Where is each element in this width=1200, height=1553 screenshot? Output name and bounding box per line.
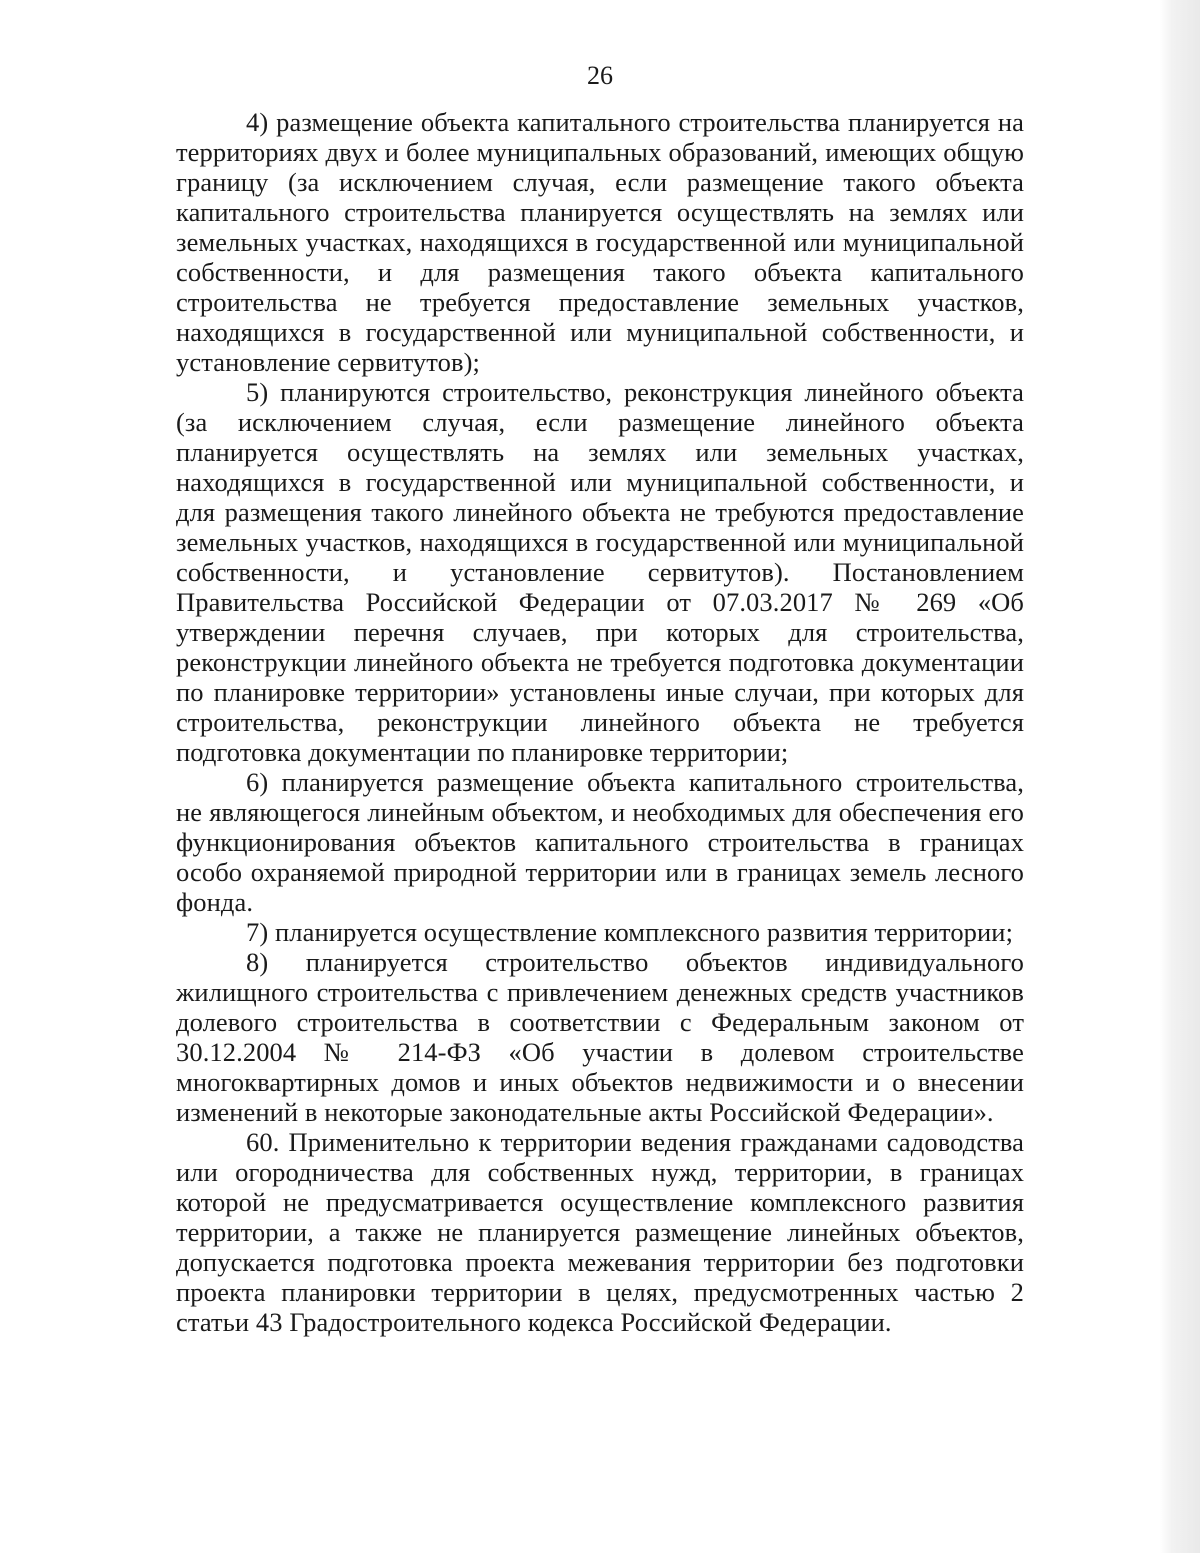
list-item-4: 4) размещение объекта капитального строительства планируется на территориях двух и более муниципальных образований, имеющих общую границу (за исключением случая, если размещение такого объекта капитального строительства планируется осуществлять на землях или земельных участках, находящихся в государственной или муниципальной собственности, и для размещения такого объекта капитального строительства не требуется предоставление земельных участков, находящихся в государственной или муниципальной собственности, и установление сервитутов); bbox=[176, 107, 1024, 377]
list-item-8: 8) планируется строительство объектов индивидуального жилищного строительства с привлечением денежных средств участников долевого строительства в соответствии с Федеральным законом от 30.12.2004 № 214-ФЗ «Об участии в долевом строительстве многоквартирных домов и иных объектов недвижимости и о внесении изменений в некоторые законодательные акты Российской Федерации». bbox=[176, 947, 1024, 1127]
scan-edge-shadow bbox=[1160, 0, 1200, 1553]
list-item-6: 6) планируется размещение объекта капитального строительства, не являющегося линейным объектом, и необходимых для обеспечения его функционирования объектов капитального строительства в границах особо охраняемой природной территории или в границах земель лесного фонда. bbox=[176, 767, 1024, 917]
document-body bbox=[176, 107, 1024, 1337]
list-item-7: 7) планируется осуществление комплексного развития территории; bbox=[246, 917, 1014, 947]
list-item-5: 5) планируются строительство, реконструкция линейного объекта (за исключением случая, если размещение линейного объекта планируется осуществлять на землях или земельных участках, находящихся в государственной или муниципальной собственности, и для размещения такого линейного объекта не требуются предоставление земельных участков, находящихся в государственной или муниципальной собственности, и установление сервитутов). Постановлением Правительства Российской Федерации от 07.03.2017 № 269 «Об утверждении перечня случаев, при которых для строительства, реконструкции линейного объекта не требуется подготовка документации по планировке территории» установлены иные случаи, при которых для строительства, реконструкции линейного объекта не требуется подготовка документации по планировке территории; bbox=[176, 377, 1024, 767]
clause-60: 60. Применительно к территории ведения гражданами садоводства или огородничества для собственных нужд, территории, в границах которой не предусматривается осуществление комплексного развития территории, а также не планируется размещение линейных объектов, допускается подготовка проекта межевания территории без подготовки проекта планировки территории в целях, предусмотренных частью 2 статьи 43 Градостроительного кодекса Российской Федерации. bbox=[176, 1127, 1024, 1337]
page-number: 26 bbox=[587, 61, 613, 90]
